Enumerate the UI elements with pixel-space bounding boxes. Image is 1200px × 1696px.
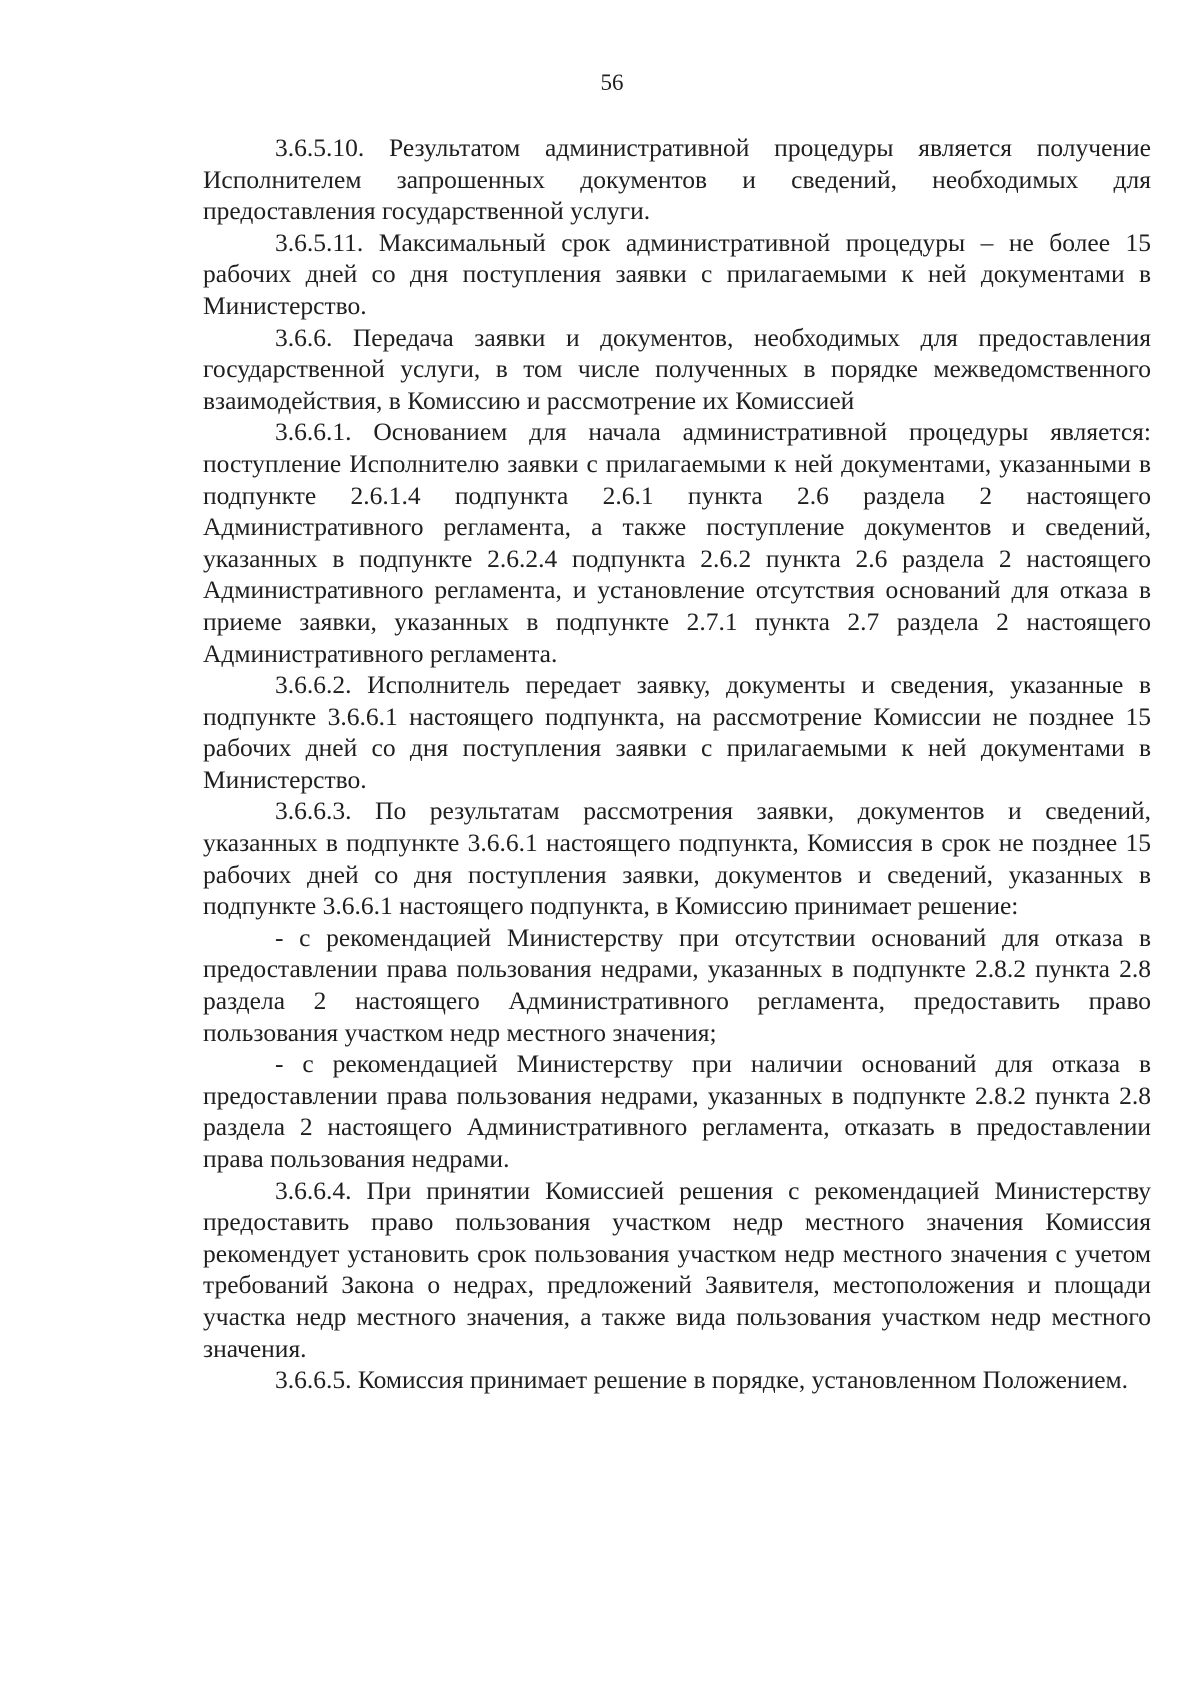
list-item-grant-recommendation: - с рекомендацией Министерству при отсутствии оснований для отказа в предоставлении права пользования недрами, указанных в подпункте 2.8.2 пункта 2.8 раздела 2 настоящего Административного регламента, предоставить право пользования участком недр местного значения; (203, 922, 1151, 1047)
document-body (203, 132, 1151, 1396)
paragraph-3-6-6-3: 3.6.6.3. По результатам рассмотрения заявки, документов и сведений, указанных в подпункте 3.6.6.1 настоящего подпункта, Комиссия в срок не позднее 15 рабочих дней со дня поступления заявки, документов и сведений, указанных в подпункте 3.6.6.1 настоящего подпункта, в Комиссию принимает решение: (203, 796, 1151, 921)
list-item-refusal-recommendation: - с рекомендацией Министерству при наличии оснований для отказа в предоставлении права пользования недрами, указанных в подпункте 2.8.2 пункта 2.8 раздела 2 настоящего Административного регламента, отказать в предоставлении права пользования недрами. (203, 1049, 1151, 1173)
paragraph-3-6-6-2: 3.6.6.2. Исполнитель передает заявку, документы и сведения, указанные в подпункте 3.6.6.1 настоящего подпункта, на рассмотрение Комиссии не позднее 15 рабочих дней со дня поступления заявки с прилагаемыми к ней документами в Министерство. (203, 670, 1151, 794)
paragraph-3-6-5-10: 3.6.5.10. Результатом административной процедуры является получение Исполнителем запрошенных документов и сведений, необходимых для предоставления государственной услуги. (203, 133, 1151, 226)
paragraph-3-6-6-1: 3.6.6.1. Основанием для начала административной процедуры является: поступление Исполнителю заявки с прилагаемыми к ней документами, указанными в подпункте 2.6.1.4 подпункта 2.6.1 пункта 2.6 раздела 2 настоящего Административного регламента, а также поступление документов и сведений, указанных в подпункте 2.6.2.4 подпункта 2.6.2 пункта 2.6 раздела 2 настоящего Административного регламента, и установление отсутствия оснований для отказа в приеме заявки, указанных в подпункте 2.7.1 пункта 2.7 раздела 2 настоящего Административного регламента. (203, 417, 1151, 668)
paragraph-3-6-6-4: 3.6.6.4. При принятии Комиссией решения с рекомендацией Министерству предоставить право пользования участком недр местного значения Комиссия рекомендует установить срок пользования участком недр местного значения с учетом требований Закона о недрах, предложений Заявителя, местоположения и площади участка недр местного значения, а также вида пользования участком недр местного значения. (203, 1175, 1151, 1363)
paragraph-3-6-5-11: 3.6.5.11. Максимальный срок административной процедуры – не более 15 рабочих дней со дня поступления заявки с прилагаемыми к ней документами в Министерство. (203, 227, 1151, 320)
page-number: 56 (600, 70, 624, 95)
paragraph-3-6-6-5: 3.6.6.5. Комиссия принимает решение в порядке, установленном Положением. (275, 1365, 1129, 1395)
section-heading-3-6-6: 3.6.6. Передача заявки и документов, необходимых для предоставления государственной услуги, в том числе полученных в порядке межведомственного взаимодействия, в Комиссию и рассмотрение их Комиссией (203, 322, 1151, 415)
